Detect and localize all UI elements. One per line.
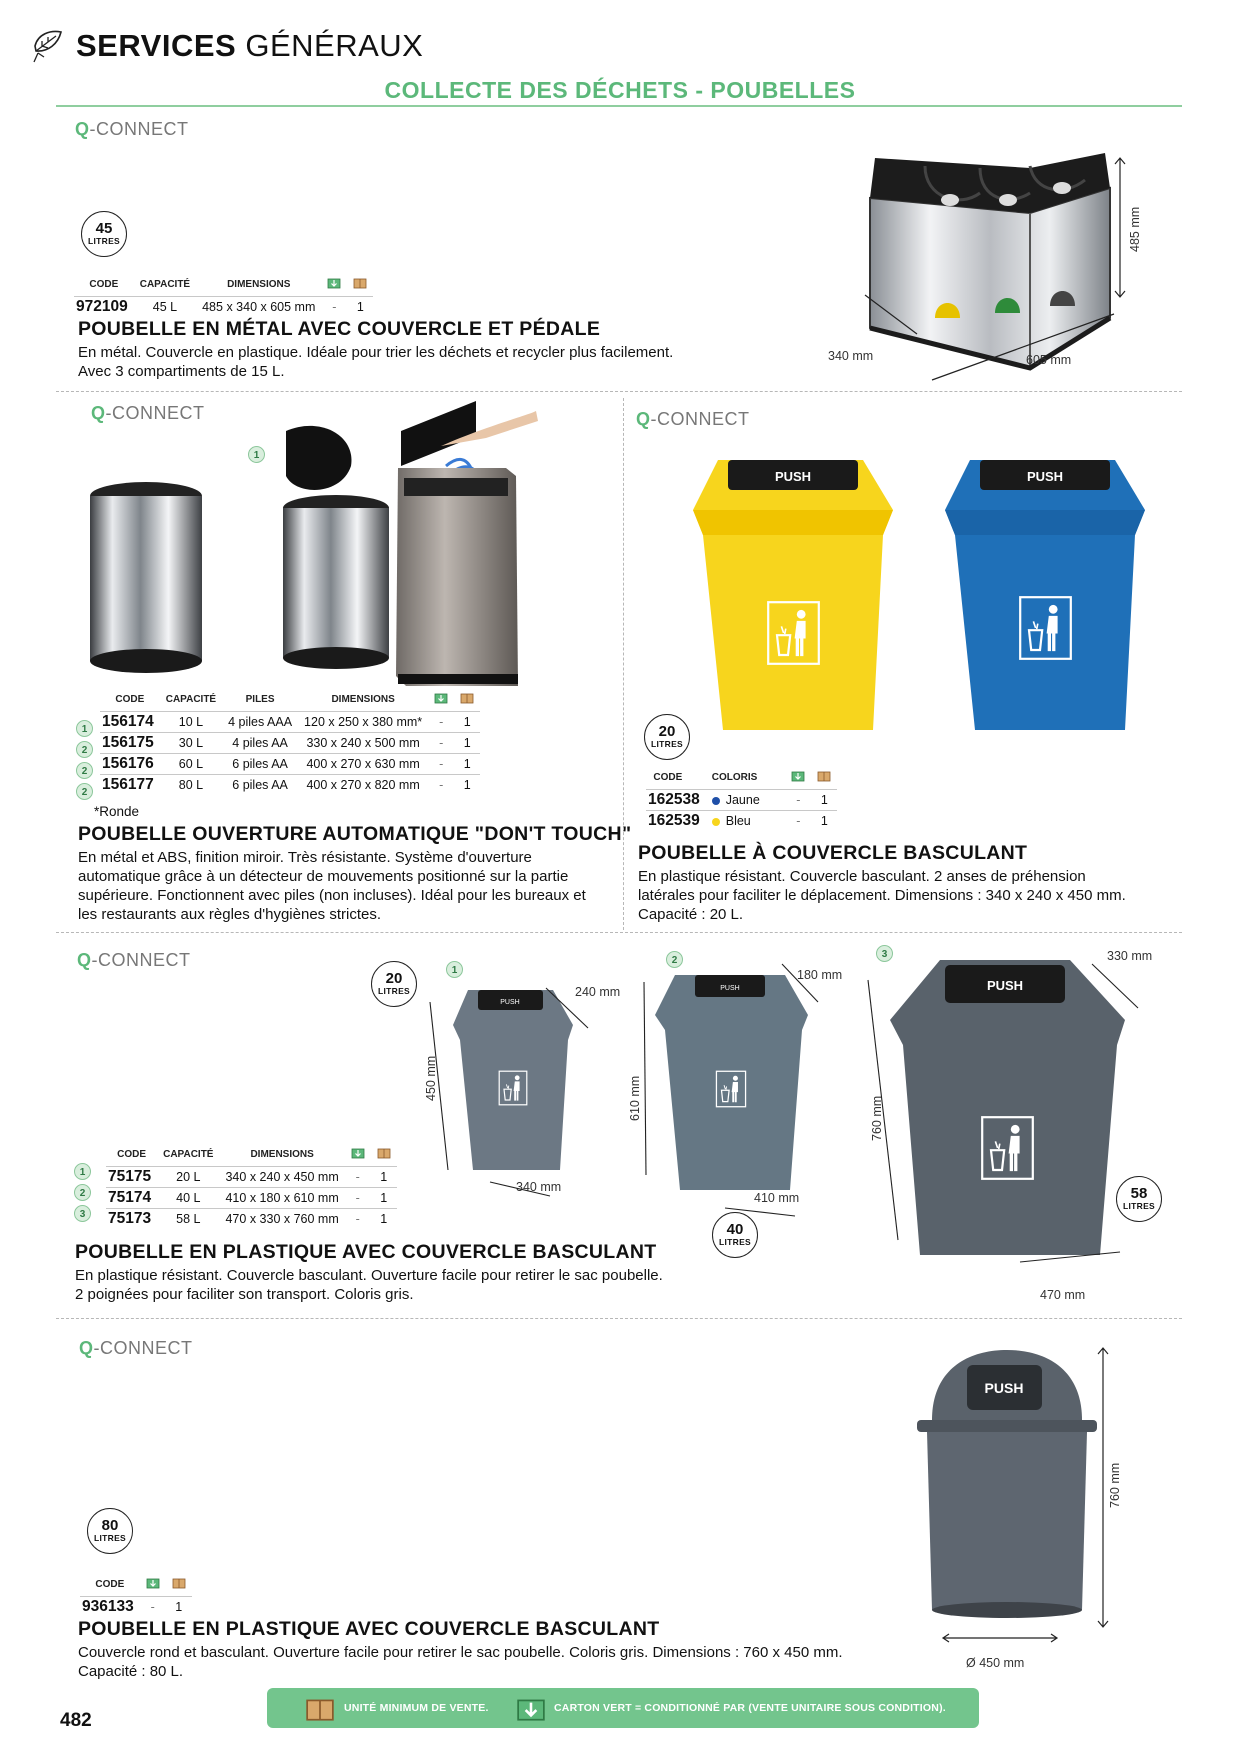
capacity-badge: 80 LITRES — [87, 1508, 133, 1554]
capacity-badge: 45 LITRES — [81, 211, 127, 257]
capacity-badge: 58 LITRES — [1116, 1176, 1162, 1222]
variant-badge: 1 — [76, 720, 93, 737]
legend-green-carton: CARTON VERT = CONDITIONNÉ PAR (VENTE UNITAIRE SOUS CONDITION). — [554, 1702, 946, 1714]
product-table — [646, 770, 837, 831]
green-carton-icon — [785, 770, 811, 790]
brand-logo: Q-CONNECT — [636, 409, 750, 429]
variant-badge: 1 — [74, 1163, 91, 1180]
product-table — [100, 692, 480, 795]
product-title: POUBELLE EN PLASTIQUE AVEC COUVERCLE BASCULANT — [75, 1241, 657, 1263]
push-label: PUSH — [774, 469, 812, 484]
column-header: CODE — [115, 694, 145, 705]
dimension-label: 340 mm — [828, 349, 874, 363]
dimension-label: Ø 450 mm — [966, 1656, 1025, 1670]
dimension-arrow — [928, 310, 1118, 385]
brand-logo: Q-CONNECT — [77, 950, 191, 970]
table-row: 156175 30 L 4 piles AA 330 x 240 x 500 mm - 1 — [100, 733, 480, 754]
brown-carton-icon — [811, 770, 837, 790]
footnote: *Ronde — [94, 804, 140, 819]
column-header: CODE — [117, 1149, 146, 1160]
color-dot — [712, 818, 720, 826]
product-description: En métal et ABS, finition miroir. Très résistante. Système d'ouverture automatique grâce à un détecteur de mouvements positionné sur la partie supérieure. Fonctionnent avec piles (non incluses). Idéal pour les bureaux et les restaurants aux règles d'hygiènes strictes. — [78, 849, 586, 923]
dimension-label: 450 mm — [424, 1055, 438, 1101]
product-table — [74, 277, 373, 317]
push-label: PUSH — [986, 978, 1024, 993]
variant-badge: 2 — [74, 1184, 91, 1201]
header-divider — [56, 105, 1182, 107]
dimension-label: 340 mm — [516, 1180, 562, 1194]
dimension-arrow — [862, 290, 922, 340]
table-row: 75175 20 L 340 x 240 x 450 mm - 1 — [106, 1167, 397, 1188]
brown-carton-icon — [305, 1696, 335, 1722]
dimension-label: 240 mm — [575, 985, 621, 999]
column-divider — [623, 398, 624, 930]
column-header: CAPACITÉ — [139, 279, 191, 290]
dimension-label: 330 mm — [1107, 949, 1153, 963]
column-header: DIMENSIONS — [227, 279, 291, 290]
dimension-label: 180 mm — [797, 968, 843, 982]
column-header: CAPACITÉ — [165, 694, 217, 705]
variant-badge: 2 — [76, 762, 93, 779]
brown-carton-icon — [371, 1147, 397, 1167]
product-image-yellow-bin — [688, 455, 900, 735]
dimension-arrow — [1110, 155, 1130, 300]
table-row: 162539 Bleu - 1 — [646, 811, 837, 832]
recycle-leaf-icon — [30, 24, 64, 64]
brand-logo: Q-CONNECT — [79, 1338, 193, 1358]
dimension-label: 760 mm — [870, 1095, 884, 1141]
dimension-label: 410 mm — [754, 1191, 800, 1205]
variant-badge: 3 — [74, 1205, 91, 1222]
variant-badge: 2 — [76, 783, 93, 800]
variant-badge: 1 — [248, 446, 265, 463]
dimension-label: 610 mm — [628, 1075, 642, 1121]
section-divider — [56, 391, 1182, 392]
green-carton-icon — [516, 1696, 546, 1722]
push-label: PUSH — [984, 1380, 1024, 1396]
page-number: 482 — [60, 1710, 92, 1731]
product-image-round-grey-bin — [912, 1345, 1102, 1620]
section-divider — [56, 932, 1182, 933]
variant-badge: 1 — [446, 961, 463, 978]
brown-carton-icon — [166, 1577, 192, 1597]
push-label: PUSH — [1026, 469, 1064, 484]
column-header: CODE — [653, 772, 683, 783]
push-label: PUSH — [720, 985, 740, 992]
column-header: COLORIS — [711, 772, 758, 783]
brown-carton-icon — [454, 692, 480, 712]
capacity-badge: 40 LITRES — [712, 1212, 758, 1258]
table-row: 162538 Jaune - 1 — [646, 790, 837, 811]
product-description: En plastique résistant. Couvercle basculant. 2 anses de préhension latérales pour faciliter le déplacement. Dimensions : 340 x 240 x 450 mm. Capacité : 20 L. — [638, 868, 1126, 923]
column-header: DIMENSIONS — [250, 1149, 314, 1160]
page-subtitle: COLLECTE DES DÉCHETS - POUBELLES — [384, 77, 856, 103]
brand-logo: Q-CONNECT — [75, 119, 189, 139]
table-row: 156176 60 L 6 piles AA 400 x 270 x 630 mm - 1 — [100, 754, 480, 775]
product-title: POUBELLE À COUVERCLE BASCULANT — [638, 842, 1028, 864]
product-description: En plastique résistant. Couvercle basculant. Ouverture facile pour retirer le sac poubelle. 2 poignées pour faciliter son transport. Coloris gris. — [75, 1267, 663, 1303]
brand-logo: Q-CONNECT — [91, 403, 205, 423]
legend-bar — [267, 1688, 979, 1728]
product-image-dont-touch-bins — [86, 396, 616, 686]
variant-badge: 2 — [666, 951, 683, 968]
product-title: POUBELLE EN PLASTIQUE AVEC COUVERCLE BASCULANT — [78, 1618, 660, 1640]
column-header: CODE — [95, 1579, 125, 1590]
product-description: Couvercle rond et basculant. Ouverture facile pour retirer le sac poubelle. Coloris gris. Dimensions : 760 x 450 mm. Capacité : 80 L. — [78, 1644, 843, 1680]
dimension-label: 485 mm — [1128, 206, 1142, 252]
green-carton-icon — [321, 277, 347, 297]
green-carton-icon — [428, 692, 454, 712]
dimension-label: 605 mm — [1026, 353, 1072, 367]
product-table — [80, 1577, 192, 1617]
push-label: PUSH — [500, 999, 520, 1006]
color-dot — [712, 797, 720, 805]
column-header: DIMENSIONS — [331, 694, 395, 705]
capacity-badge: 20 LITRES — [371, 961, 417, 1007]
section-title: SERVICES GÉNÉRAUX — [76, 28, 424, 63]
column-header: CODE — [89, 279, 119, 290]
table-row: 156174 10 L 4 piles AAA 120 x 250 x 380 mm* - 1 — [100, 712, 480, 733]
column-header: PILES — [245, 694, 275, 705]
variant-badge: 2 — [76, 741, 93, 758]
green-carton-icon — [140, 1577, 166, 1597]
product-description: En métal. Couvercle en plastique. Idéale pour trier les déchets et recycler plus facilement. Avec 3 compartiments de 15 L. — [78, 344, 674, 380]
table-row: 156177 80 L 6 piles AA 400 x 270 x 820 mm - 1 — [100, 775, 480, 796]
variant-badge: 3 — [876, 945, 893, 962]
table-row: 936133 - 1 — [80, 1597, 192, 1618]
capacity-badge: 20 LITRES — [644, 714, 690, 760]
legend-min-unit: UNITÉ MINIMUM DE VENTE. — [344, 1702, 489, 1714]
dimension-label: 760 mm — [1108, 1462, 1122, 1508]
product-title: POUBELLE EN MÉTAL AVEC COUVERCLE ET PÉDALE — [78, 318, 601, 340]
dimension-label: 470 mm — [1040, 1288, 1086, 1302]
green-carton-icon — [345, 1147, 371, 1167]
section-divider — [56, 1318, 1182, 1319]
table-row: 75174 40 L 410 x 180 x 610 mm - 1 — [106, 1188, 397, 1209]
brown-carton-icon — [347, 277, 373, 297]
table-row: 972109 45 L 485 x 340 x 605 mm - 1 — [74, 297, 373, 318]
dimension-arrow — [940, 1632, 1060, 1644]
product-image-blue-bin — [940, 455, 1152, 735]
column-header: CAPACITÉ — [163, 1149, 214, 1160]
product-table — [106, 1147, 397, 1229]
table-row: 75173 58 L 470 x 330 x 760 mm - 1 — [106, 1209, 397, 1230]
product-title: POUBELLE OUVERTURE AUTOMATIQUE "DON'T TOUCH" — [78, 823, 632, 845]
